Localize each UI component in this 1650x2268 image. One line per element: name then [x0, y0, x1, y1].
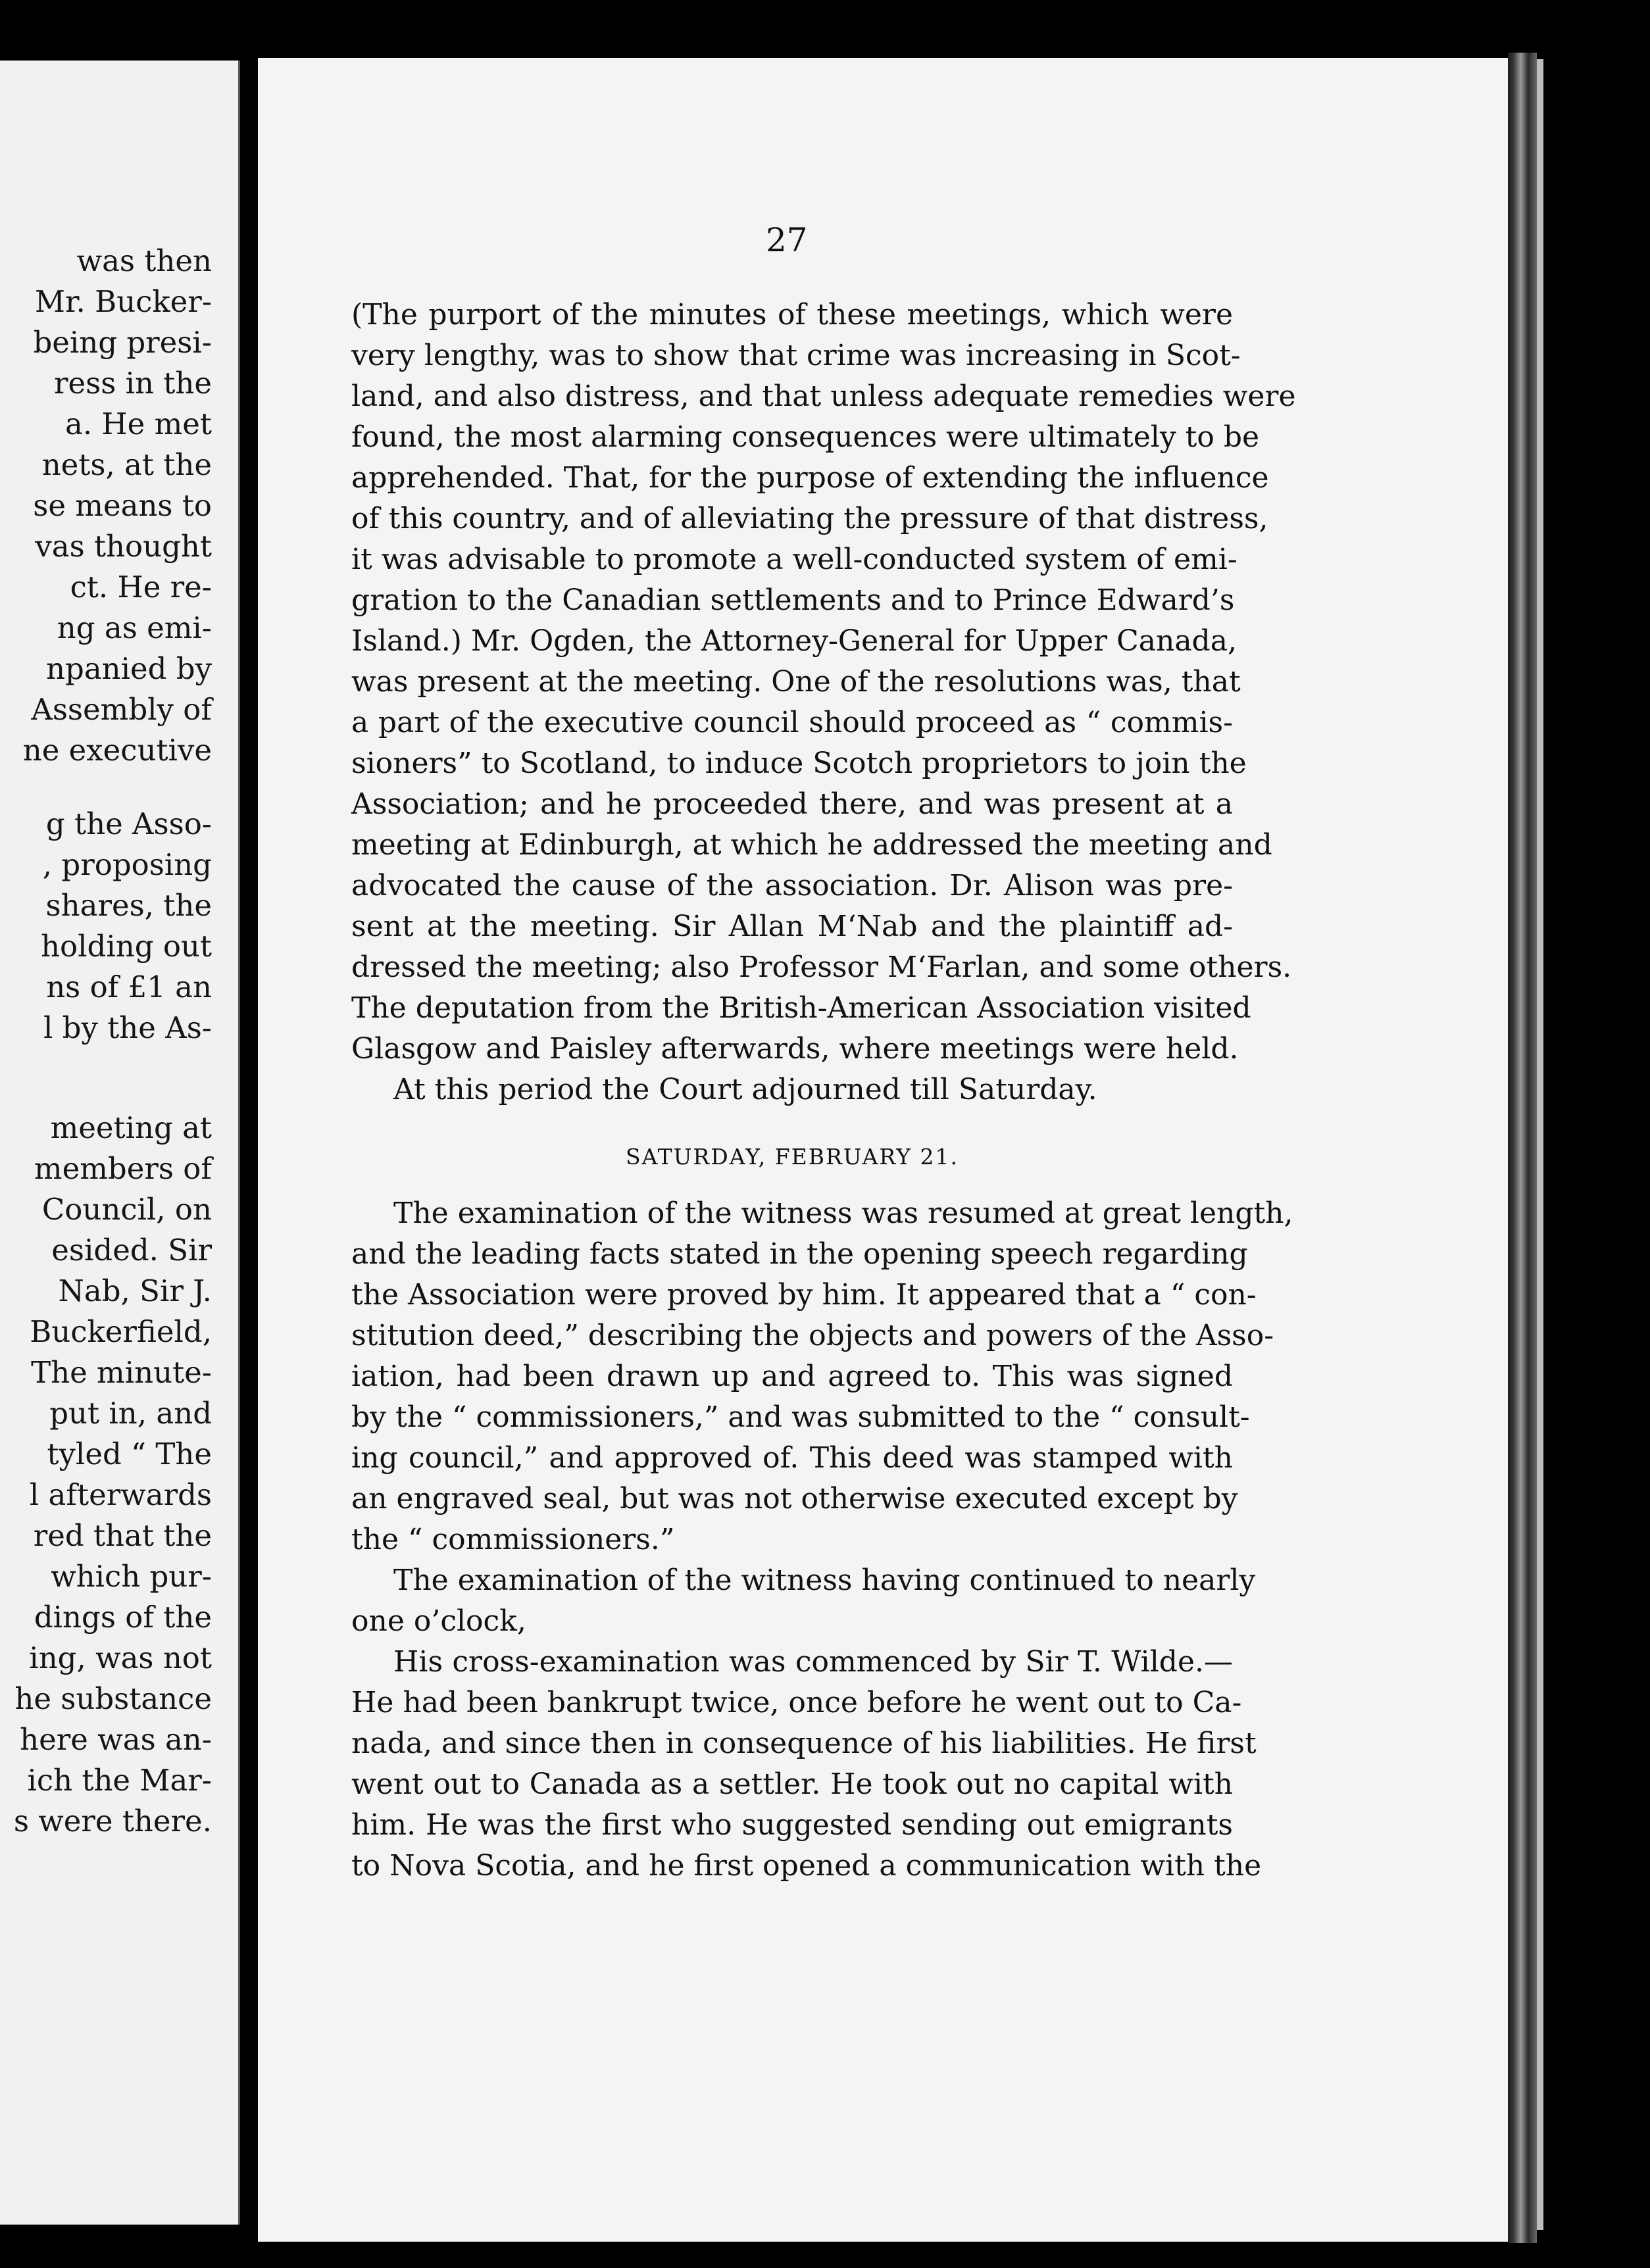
text-line: of this country, and of alleviating the pressure of that distress, — [351, 502, 1268, 535]
text-line: sent at the meeting. Sir Allan M‘Nab and the plaintiff ad- — [351, 910, 1233, 943]
text-line: the Association were proved by him. It appeared that a “ con- — [351, 1278, 1257, 1312]
text-line: Island.) Mr. Ogden, the Attorney-General for Upper Canada, — [351, 624, 1237, 658]
text-line: nada, and since then in consequence of his liabilities. He first — [351, 1727, 1257, 1760]
left-facing-page — [0, 61, 240, 2225]
left-page-line: red that the — [33, 1518, 212, 1553]
left-page-line: was then — [76, 243, 212, 278]
left-page-line: The minute- — [31, 1355, 212, 1390]
text-block-lower — [351, 1193, 1293, 1886]
text-line: apprehended. That, for the purpose of extending the influence — [351, 461, 1269, 495]
text-line: a part of the executive council should proceed as “ commis- — [351, 706, 1233, 739]
page-number: 27 — [766, 221, 808, 259]
text-line: him. He was the first who suggested sending out emigrants — [351, 1808, 1233, 1842]
text-line: it was advisable to promote a well-conducted system of emi- — [351, 543, 1238, 576]
left-page-line: members of — [34, 1151, 212, 1186]
left-page-line: meeting at — [50, 1110, 212, 1145]
left-page-line: l by the As- — [43, 1010, 212, 1045]
text-line: land, and also distress, and that unless adequate remedies were — [351, 380, 1296, 413]
text-line: The examination of the witness having continued to nearly — [393, 1564, 1256, 1597]
text-line: The deputation from the British-American Association visited — [351, 991, 1251, 1025]
text-line: stitution deed,” describing the objects and powers of the Asso- — [351, 1319, 1274, 1352]
text-line: and the leading facts stated in the opening speech regarding — [351, 1237, 1248, 1271]
text-line: Glasgow and Paisley afterwards, where meetings were held. — [351, 1032, 1239, 1066]
paragraph-continued — [351, 1560, 1256, 1642]
text-block-upper — [351, 295, 1296, 1110]
text-line: The examination of the witness was resumed at great length, — [393, 1196, 1293, 1230]
left-page-line: s were there. — [13, 1804, 212, 1838]
left-page-line: put in, and — [49, 1396, 212, 1431]
text-line: very lengthy, was to show that crime was increasing in Scot- — [351, 339, 1241, 372]
left-page-line: Buckerfield, — [30, 1314, 212, 1349]
page-edge-shadow — [1508, 53, 1537, 2243]
text-line: ing council,” and approved of. This deed was stamped with — [351, 1441, 1233, 1475]
left-page-line: , proposing — [42, 847, 212, 882]
left-page-line: dings of the — [34, 1600, 212, 1635]
left-page-line: Nab, Sir J. — [58, 1273, 212, 1308]
text-line: found, the most alarming consequences were ultimately to be — [351, 420, 1260, 454]
paragraph-cross-examination — [351, 1642, 1262, 1886]
text-line: He had been bankrupt twice, once before he went out to Ca- — [351, 1686, 1242, 1719]
left-page-line: ng as emi- — [57, 610, 212, 645]
left-page-line: ne executive — [22, 733, 212, 768]
text-line: by the “ commissioners,” and was submitted to the “ consult- — [351, 1400, 1250, 1434]
left-page-line: he substance — [14, 1681, 212, 1716]
text-line: went out to Canada as a settler. He took out no capital with — [351, 1767, 1233, 1801]
text-line: sioners” to Scotland, to induce Scotch proprietors to join the — [351, 747, 1247, 780]
left-page-line: being presi- — [33, 325, 212, 360]
left-page-line: nets, at the — [41, 447, 212, 482]
text-line: dressed the meeting; also Professor M‘Farlan, and some others. — [351, 950, 1292, 984]
left-page-line: which pur- — [51, 1559, 212, 1594]
text-line: one o’clock, — [351, 1604, 526, 1638]
left-page-line: ns of £1 an — [46, 970, 212, 1004]
left-page-line: npanied by — [46, 651, 212, 686]
left-page-line: tyled “ The — [47, 1437, 212, 1471]
paragraph-minutes — [351, 295, 1296, 1070]
text-line: His cross-examination was commenced by Sir T. Wilde.— — [393, 1645, 1233, 1679]
left-page-line: shares, the — [45, 888, 212, 923]
left-page-line: l afterwards — [29, 1477, 212, 1512]
left-page-line: ich the Mar- — [27, 1763, 212, 1798]
left-page-line: a. He met — [64, 407, 212, 441]
left-page-line: here was an- — [20, 1722, 212, 1757]
text-line: meeting at Edinburgh, at which he addressed the meeting and — [351, 828, 1272, 862]
text-line: iation, had been drawn up and agreed to. This was signed — [351, 1360, 1233, 1393]
left-page-line: esided. Sir — [51, 1233, 212, 1268]
text-line: to Nova Scotia, and he first opened a communication with the — [351, 1849, 1262, 1883]
left-page-line: Assembly of — [31, 692, 212, 727]
left-page-line: holding out — [41, 929, 212, 964]
text-line: (The purport of the minutes of these meetings, which were — [351, 298, 1233, 332]
paragraph-examination — [351, 1193, 1293, 1560]
left-page-line: ress in the — [53, 366, 212, 401]
page-edge-strip — [1537, 59, 1543, 2230]
left-page-line: vas thought — [35, 529, 212, 564]
left-page-line: ing, was not — [29, 1640, 212, 1675]
left-page-line: Council, on — [41, 1192, 212, 1227]
text-line: an engraved seal, but was not otherwise executed except by — [351, 1482, 1238, 1516]
text-line: the “ commissioners.” — [351, 1523, 675, 1556]
left-page-line: ct. He re- — [70, 570, 212, 604]
text-line: gration to the Canadian settlements and to Prince Edward’s — [351, 583, 1235, 617]
text-line: Association; and he proceeded there, and was present at a — [351, 787, 1233, 821]
text-line: advocated the cause of the association. Dr. Alison was pre- — [351, 869, 1233, 902]
text-line: was present at the meeting. One of the resolutions was, that — [351, 665, 1241, 699]
left-page-line: g the Asso- — [45, 806, 212, 841]
left-page-line: Mr. Bucker- — [34, 284, 212, 319]
section-heading: SATURDAY, FEBRUARY 21. — [625, 1144, 959, 1170]
left-page-line: se means to — [33, 488, 212, 523]
paragraph-adjourned: At this period the Court adjourned till Saturday. — [393, 1073, 1097, 1106]
